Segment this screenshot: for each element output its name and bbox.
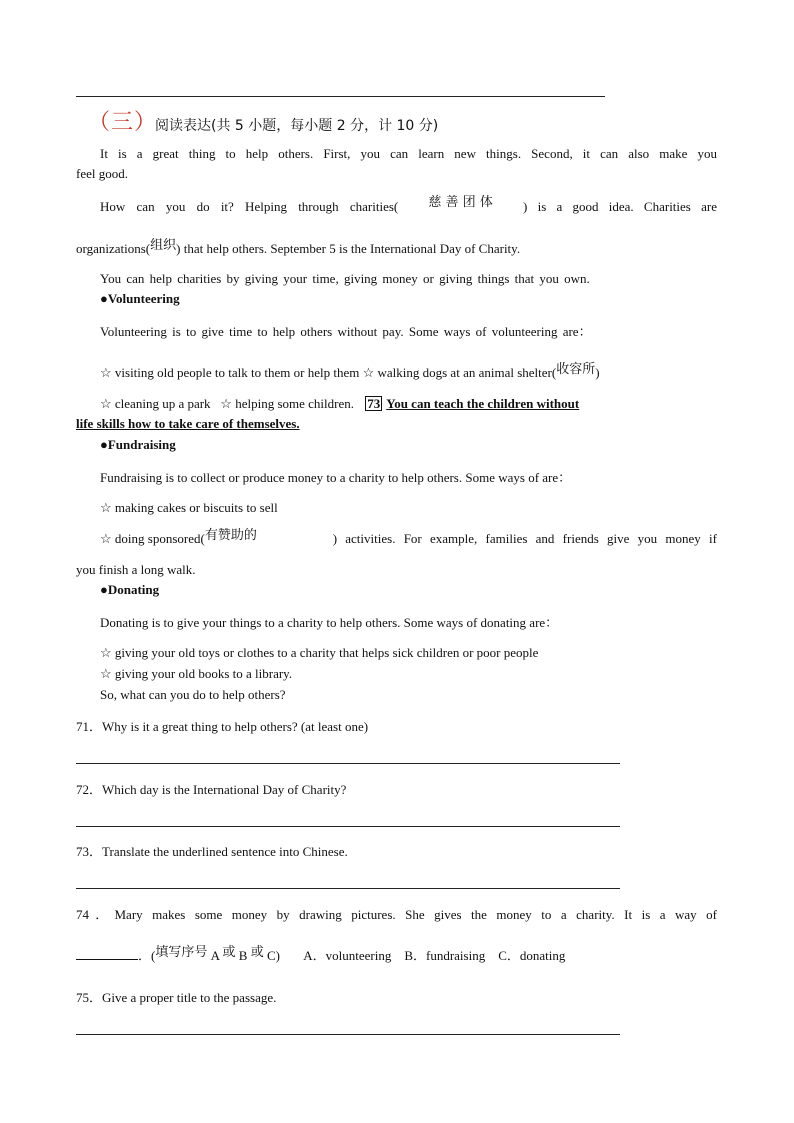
volunteering-heading: ●Volunteering	[100, 291, 180, 306]
donating-definition: Donating is to give your things to a charity to help others. Some ways of donating are：	[100, 615, 559, 630]
volunteering-item1	[100, 362, 600, 382]
q74-b: B	[235, 948, 251, 963]
passage-p3: You can help charities by giving your time, giving money or giving things that you own.	[100, 271, 590, 286]
p2-text-b: ) is a good idea. Charities are	[523, 199, 717, 214]
answer-line-71[interactable]	[76, 763, 620, 764]
volunteering-item2	[100, 396, 579, 412]
question-73: 73．Translate the underlined sentence into Chinese.	[76, 844, 348, 859]
passage-p1-line1: It is a great thing to help others. First, you can learn new things. Second, it can also make you	[100, 146, 717, 161]
question-75: 75．Give a proper title to the passage.	[76, 990, 277, 1005]
fundraising-definition: Fundraising is to collect or produce money to a charity to help others. Some ways of are：	[100, 470, 572, 485]
question-74-line2	[76, 947, 565, 965]
section-heading: 阅读表达(共 5 小题，每小题 2 分，计 10 分)	[155, 118, 439, 134]
p2-text-d: ) that help others. September 5 is the International Day of Charity.	[176, 241, 521, 256]
question-72: 72．Which day is the International Day of Charity?	[76, 782, 347, 797]
fundraising-heading: ●Fundraising	[100, 437, 176, 452]
vol-item1-close: )	[595, 365, 600, 380]
passage-p2-line2	[76, 238, 521, 258]
gloss-organizations: 组织	[150, 238, 177, 253]
underlined-sentence-part1: You can teach the children without	[386, 396, 580, 411]
fundraising-item2	[100, 528, 717, 548]
q74-pre: ．(	[138, 948, 156, 963]
answer-line-72[interactable]	[76, 826, 620, 827]
answer-line-75[interactable]	[76, 1034, 620, 1035]
q74-or-1: 或	[222, 945, 236, 960]
question-71: 71．Why is it a great thing to help others? (at least one)	[76, 719, 369, 734]
fundraising-item2-cont: you finish a long walk.	[76, 562, 196, 577]
gloss-charities: 慈 善 团 体	[428, 195, 493, 210]
fund-item2-pre: ☆ doing sponsored(	[100, 531, 205, 546]
q74-instruction: 填写序号	[155, 945, 208, 960]
passage-p1-line2: feel good.	[76, 166, 128, 181]
question-74-line1: 74．Mary makes some money by drawing pictures. She gives the money to a charity. It is a way of	[76, 907, 717, 922]
fund-item2-text	[100, 528, 257, 548]
p2-text-a: How can you do it? Helping through charities(	[100, 199, 399, 214]
vol-item2-text: ☆ cleaning up a park ☆ helping some children.	[100, 396, 354, 411]
top-rule	[76, 96, 605, 97]
gloss-shelter: 收容所	[556, 362, 596, 377]
donating-item2: ☆ giving your old books to a library.	[100, 666, 293, 681]
section-mark: （三）	[88, 110, 158, 135]
fundraising-item1: ☆ making cakes or biscuits to sell	[100, 500, 278, 515]
passage-closing: So, what can you do to help others?	[100, 687, 286, 702]
donating-heading: ●Donating	[100, 582, 160, 597]
answer-line-73[interactable]	[76, 888, 620, 889]
volunteering-definition: Volunteering is to give time to help others without pay. Some ways of volunteering are：	[100, 324, 592, 339]
passage-p2-line1	[100, 195, 717, 215]
answer-blank-74[interactable]	[76, 947, 138, 960]
q74-c: C)	[263, 948, 280, 963]
q74-or-2: 或	[250, 945, 264, 960]
donating-item1: ☆ giving your old toys or clothes to a charity that helps sick children or poor people	[100, 645, 539, 660]
q74-options: A．volunteering B．fundraising C．donating	[303, 948, 566, 963]
fund-item2-rest: ) activities. For example, families and friends give you money if	[332, 531, 717, 546]
gloss-sponsored: 有赞助的	[204, 528, 257, 543]
q74-a: A	[207, 948, 223, 963]
vol-item1-text: ☆ visiting old people to talk to them or help them ☆ walking dogs at an animal shelter(	[100, 365, 557, 380]
underlined-sentence-part2: life skills how to take care of themselves.	[76, 416, 300, 431]
question-73-marker: 73	[367, 396, 381, 411]
p2-text-c: organizations(	[76, 241, 151, 256]
